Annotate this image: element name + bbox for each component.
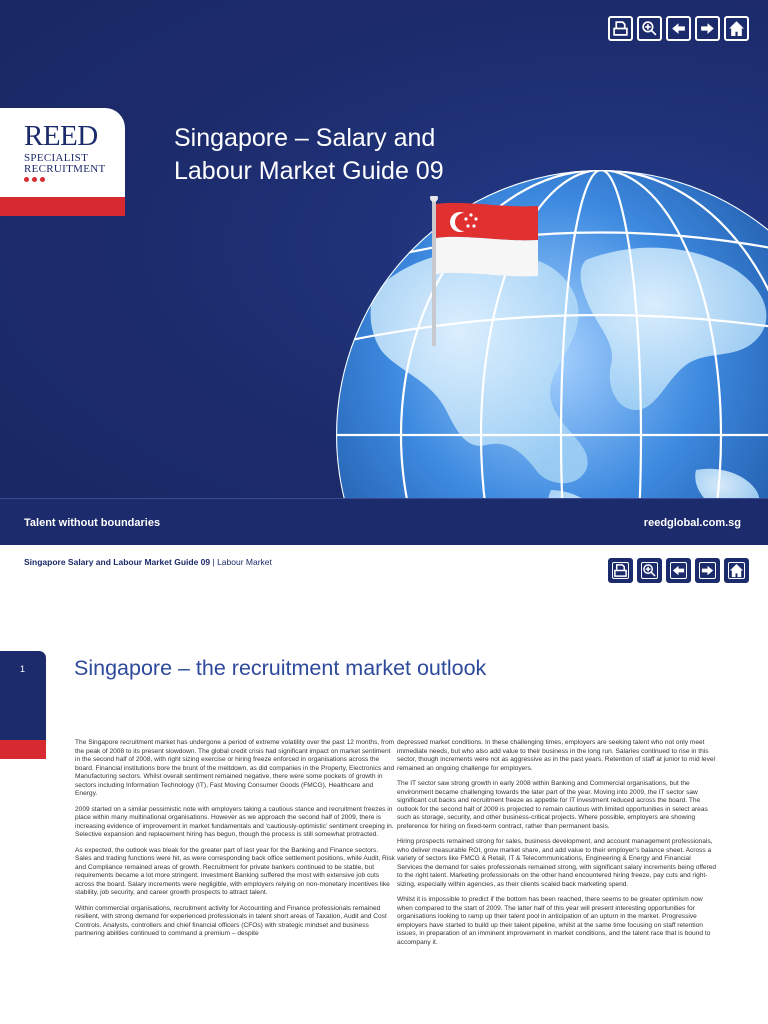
paragraph: 2009 started on a similar pessimistic note with employers taking a cautious stance and recruitment freezes in place within many multinational organisations. However as we approach the second half of 2009, there is increasing evidence of improvement in market fundamentals and ‘cautiously-optimistic’ sentiment creeping in. Selective expansion and replacement hiring has begun, though the process is still somewhat protracted. (75, 805, 394, 838)
cover-title (174, 122, 504, 188)
forward-arrow-icon (699, 562, 716, 579)
paragraph: The IT sector saw strong growth in early 2008 within Banking and Commercial organisations, but the environment became challenging towards the later part of the year. Moving into 2009, the IT sector saw significant cut backs and recruitment freeze as appetite for IT investment reduced across the board. The outlook for the second half of 2009 is projected to remain cautious with limited opportunities in select areas such as storage, security, and other business-critical projects. Where possible, employers are showing preference for hiring on fixed-term contract, rather than permanent basis. (397, 780, 708, 830)
paragraph: The Singapore recruitment market has undergone a period of extreme volatility over the past 12 months, from the peak of 2008 to its present slowdown. The global credit crisis had significant impact on market sentiment in the second half of 2008, with right sizing exercise or hiring freeze enforced in organisations across the board. Financial institutions bore the brunt of the meltdown, as did companies in the Property, Electronics and Manufacturing sectors. Whilst overall sentiment remained negative, there were some pockets of growth in sectors including Information Technology (IT), Fast Moving Consumer Goods (FMCG), Healthcare and Energy. (75, 739, 395, 797)
back-arrow-icon (670, 20, 687, 37)
forward-button[interactable] (695, 558, 720, 583)
section-number: 1 (20, 664, 26, 674)
cover-footer (0, 498, 768, 545)
print-button[interactable] (608, 558, 633, 583)
logo-line-specialist: SPECIALIST (24, 152, 89, 164)
tagline: Talent without boundaries (24, 517, 161, 529)
home-button[interactable] (724, 16, 749, 41)
cover-title-line1: Singapore – Salary and (174, 124, 436, 152)
paragraph: Within commercial organisations, recruitment activity for Accounting and Finance professionals remained resilient, with strong demand for experienced professionals in talent short areas of Taxation, Audit and Cost Controls. Analysts, controllers and chief financial officers (CFOs) with strategic mindset and business partnering abilities continued to command a premium – despite (75, 904, 387, 937)
zoom-icon (641, 20, 658, 37)
breadcrumb-section[interactable]: Labour Market (217, 557, 272, 567)
back-button[interactable] (666, 16, 691, 41)
paragraph: As expected, the outlook was bleak for the greater part of last year for the Banking and Finance sectors. Sales and trading functions were hit, as were corresponding back office settlement positions, while Audit, Risk and Compliance remained areas of growth. Recruitment for private bankers continued to be stable, but requirements became a lot more stringent. Investment Banking suffered the most with extensive job cuts across the board. Salary increments were negligible, with employers relying on non-monetary incentives like stability, job security, and career growth prospects to attract talent. (75, 846, 395, 896)
paragraph: Hiring prospects remained strong for sales, business development, and account management professionals, who deliver measurable ROI, grow market share, and add value to their employer’s balance sheet. Across a variety of sectors like FMCG & Retail, IT & Telecommunications, Engineering & Energy and Financial Services the demand for sales professionals remained strong, with significant salary increments being offered to the right talent. Marketing professionals on the other hand encountered hiring freeze, pay cuts and right-sizing, especially within agencies, as their clients scaled back marketing spend. (397, 838, 717, 888)
zoom-button[interactable] (637, 558, 662, 583)
section-tab-red-band (0, 740, 46, 759)
breadcrumb-guide[interactable]: Singapore Salary and Labour Market Guide 09 (24, 557, 211, 567)
paragraph: depressed market conditions. In these challenging times, employers are seeking talent who not only meet immediate needs, but who also add value to their business in the long run. Salaries continued to rise in this sector, though increments were not as aggressive as in the past years. Retention of staff at junior to mid level remained an ongoing challenge for employers. (397, 739, 716, 772)
paragraph: Whilst it is impossible to predict if the bottom has been reached, there seems to be greater optimism now when compared to the start of 2009. The latter half of this year will present interesting opportunities for organisations looking to ramp up their talent pool in anticipation of an upturn in the market. Progressive employers have started to build up their talent pipeline, whilst at the same time focusing on staff retention issues, in preparation of an imminent improvement in market conditions, and the talent race that is bound to accompany it. (397, 896, 711, 946)
print-icon (612, 20, 629, 37)
section-number-tab (0, 651, 46, 759)
section-title: Singapore – the recruitment market outlook (74, 656, 487, 680)
cover-title-line2: Labour Market Guide 09 (174, 157, 444, 185)
forward-arrow-icon (699, 20, 716, 37)
print-button[interactable] (608, 16, 633, 41)
forward-button[interactable] (695, 16, 720, 41)
content-page (0, 545, 768, 1024)
back-arrow-icon (670, 562, 687, 579)
logo-brand: REED (24, 120, 98, 152)
right-column (397, 739, 717, 954)
print-icon (612, 562, 629, 579)
home-icon (728, 20, 745, 37)
zoom-icon (641, 562, 658, 579)
cover-nav-toolbar (608, 16, 749, 41)
zoom-button[interactable] (637, 16, 662, 41)
website-link[interactable]: reedglobal.com.sg (643, 517, 741, 529)
logo-dots (24, 177, 45, 182)
breadcrumb-separator: | (212, 557, 215, 567)
reed-logo (0, 108, 125, 216)
left-column (75, 739, 395, 946)
globe-illustration (336, 170, 768, 545)
back-button[interactable] (666, 558, 691, 583)
page-nav-toolbar (608, 558, 749, 583)
singapore-flag-icon (420, 196, 546, 346)
home-button[interactable] (724, 558, 749, 583)
logo-red-band (0, 197, 125, 216)
home-icon (728, 562, 745, 579)
breadcrumb (24, 557, 272, 567)
logo-line-recruitment: RECRUITMENT (24, 163, 106, 175)
